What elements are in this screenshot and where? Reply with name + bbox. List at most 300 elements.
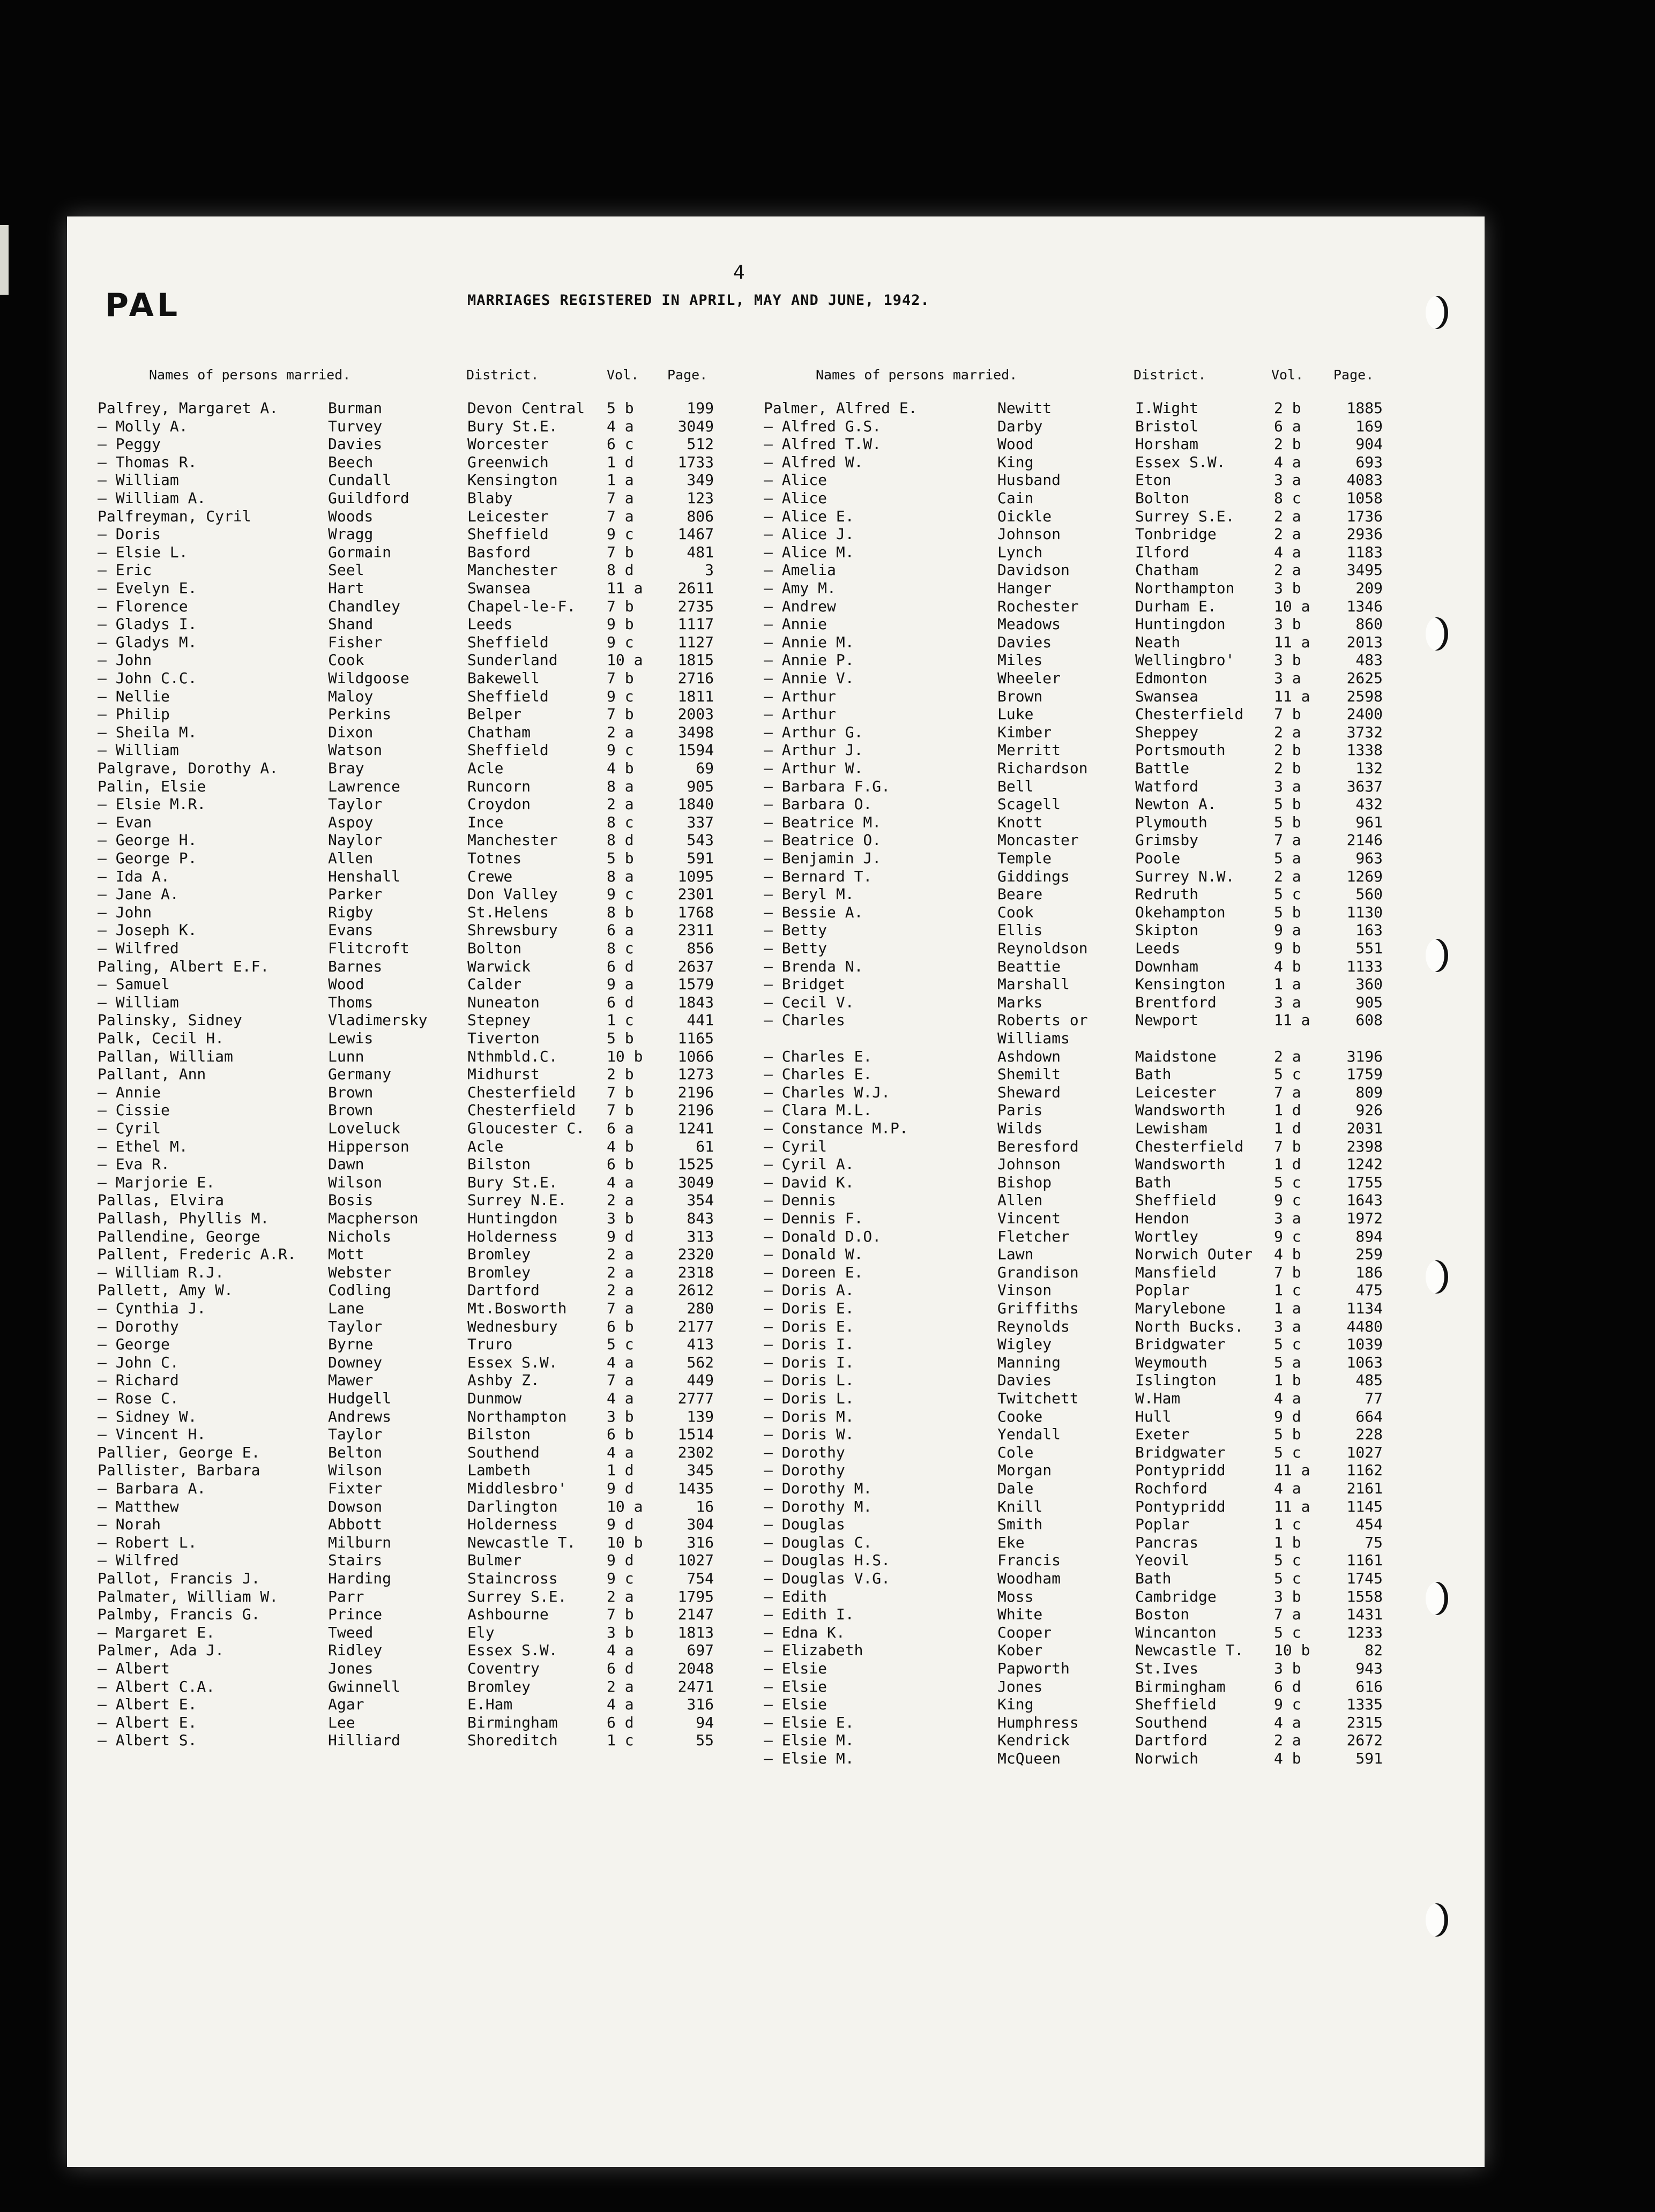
entry-name: — Edna K.: [764, 1623, 845, 1641]
entry-spouse: Bishop: [997, 1173, 1052, 1191]
entry-page: 2398: [1346, 1137, 1383, 1155]
entry-vol: 9 c: [607, 741, 634, 759]
entry-page: 806: [687, 507, 714, 525]
entry-spouse: Ashdown: [997, 1047, 1061, 1065]
entry-name: Pallas, Elvira: [98, 1191, 225, 1209]
entry-district: Ely: [467, 1623, 495, 1641]
entry-vol: 6 b: [607, 1317, 634, 1335]
entry-name: — Dorothy M.: [764, 1479, 873, 1497]
entry-district: Essex S.W.: [1135, 453, 1226, 471]
entry-name: — Matthew: [98, 1497, 179, 1515]
entry-page: 1127: [677, 633, 714, 651]
entry-vol: 7 b: [1274, 705, 1301, 723]
entry-name: — Eric: [98, 561, 152, 579]
entry-page: 560: [1355, 885, 1383, 903]
entry-spouse: Richardson: [997, 759, 1088, 777]
entry-spouse: Naylor: [328, 831, 383, 849]
entry-vol: 10 b: [607, 1533, 643, 1551]
entry-spouse: Bray: [328, 759, 364, 777]
entry-spouse: Roberts or: [997, 1011, 1088, 1029]
entry-name: — Elsie: [764, 1695, 828, 1714]
entry-name: — Constance M.P.: [764, 1119, 908, 1137]
entry-vol: 7 b: [1274, 1263, 1301, 1281]
entry-name: — Elsie: [764, 1660, 828, 1677]
entry-name: Palgrave, Dorothy A.: [98, 759, 279, 777]
entry-name: Pallister, Barbara: [98, 1461, 260, 1479]
entry-page: 3637: [1346, 777, 1383, 795]
entry-name: — Robert L.: [98, 1533, 197, 1551]
entry-page: 2777: [677, 1389, 714, 1407]
entry-vol: 4 b: [1274, 1750, 1301, 1767]
entry-name: — Joseph K.: [98, 921, 197, 939]
entry-spouse: Belton: [328, 1443, 383, 1461]
entry-name: — Dorothy: [98, 1317, 179, 1335]
entry-name: — Annie V.: [764, 669, 854, 687]
entry-spouse: Wheeler: [997, 669, 1061, 687]
entry-page: 2315: [1346, 1713, 1383, 1731]
header-page: Page.: [1333, 367, 1374, 383]
entry-name: — Elizabeth: [764, 1641, 863, 1660]
entry-district: Poplar: [1135, 1515, 1190, 1534]
entry-district: Kensington: [1135, 975, 1226, 993]
entry-district: Chesterfield: [467, 1083, 576, 1101]
entry-spouse: Downey: [328, 1353, 383, 1371]
entry-vol: 11 a: [1274, 1497, 1310, 1515]
entry-vol: 3 b: [1274, 1660, 1301, 1677]
entry-spouse: Marshall: [997, 975, 1070, 993]
entry-district: Poplar: [1135, 1281, 1190, 1299]
entry-vol: 4 a: [1274, 453, 1301, 471]
entry-district: Islington: [1135, 1371, 1217, 1389]
entry-district: Hendon: [1135, 1209, 1190, 1227]
entry-district: W.Ham: [1135, 1389, 1181, 1407]
entry-name: — Norah: [98, 1515, 161, 1534]
entry-district: Poole: [1135, 849, 1181, 867]
entry-vol: 2 a: [1274, 723, 1301, 741]
entry-page: 485: [1355, 1371, 1383, 1389]
entry-name: Pallan, William: [98, 1047, 233, 1065]
entry-vol: 2 b: [1274, 435, 1301, 453]
entry-district: Huntingdon: [467, 1209, 558, 1227]
entry-vol: 9 c: [607, 633, 634, 651]
entry-page: 1815: [677, 651, 714, 669]
entry-name: — Amy M.: [764, 579, 836, 597]
entry-name: — Edith I.: [764, 1605, 854, 1624]
entry-page: 186: [1355, 1263, 1383, 1281]
entry-name: — Doris: [98, 525, 161, 543]
entry-spouse: Hanger: [997, 579, 1052, 597]
entry-district: Tiverton: [467, 1029, 540, 1047]
entry-spouse: Knill: [997, 1497, 1043, 1515]
entry-page: 943: [1355, 1660, 1383, 1677]
entry-vol: 7 b: [607, 597, 634, 615]
entry-spouse: Abbott: [328, 1515, 383, 1534]
entry-district: Norwich: [1135, 1750, 1199, 1767]
entry-district: Runcorn: [467, 777, 531, 795]
entry-spouse: Guildford: [328, 489, 409, 507]
entry-spouse: Stairs: [328, 1551, 383, 1570]
entry-vol: 1 d: [1274, 1119, 1301, 1137]
entry-vol: 7 a: [607, 489, 634, 507]
entry-district: Greenwich: [467, 453, 549, 471]
entry-name: Pallier, George E.: [98, 1443, 260, 1461]
entry-district: Holderness: [467, 1227, 558, 1245]
entry-district: Bolton: [467, 939, 522, 957]
entry-vol: 4 b: [607, 759, 634, 777]
entry-district: Essex S.W.: [467, 1641, 558, 1660]
entry-page: 2003: [677, 705, 714, 723]
entry-vol: 1 c: [1274, 1281, 1301, 1299]
entry-district: Nthmbld.C.: [467, 1047, 558, 1065]
entry-name: — Betty: [764, 939, 828, 957]
entry-page: 1514: [677, 1425, 714, 1444]
entry-vol: 9 c: [1274, 1695, 1301, 1714]
entry-vol: 7 b: [607, 1605, 634, 1624]
punch-hole-icon: [1426, 1582, 1448, 1615]
entry-name: — Charles: [764, 1011, 845, 1029]
entry-spouse: Kober: [997, 1641, 1043, 1660]
entry-vol: 9 c: [607, 885, 634, 903]
entry-name: — Donald D.O.: [764, 1227, 882, 1245]
entry-page: 3732: [1346, 723, 1383, 741]
entry-district: Yeovil: [1135, 1551, 1190, 1570]
entry-name: — David K.: [764, 1173, 854, 1191]
entry-page: 1558: [1346, 1587, 1383, 1605]
entry-name: — Edith: [764, 1587, 828, 1605]
entry-name: Palmer, Ada J.: [98, 1641, 225, 1660]
entry-district: Skipton: [1135, 921, 1199, 939]
entry-spouse: Thoms: [328, 993, 374, 1011]
entry-spouse: Knott: [997, 813, 1043, 831]
entry-name: Palmer, Alfred E.: [764, 399, 918, 417]
entry-spouse: Codling: [328, 1281, 392, 1299]
entry-vol: 5 c: [1274, 1623, 1301, 1641]
entry-spouse: Marks: [997, 993, 1043, 1011]
header-names: Names of persons married.: [816, 367, 1018, 383]
entry-name: — Benjamin J.: [764, 849, 882, 867]
entry-district: Sheffield: [467, 633, 549, 651]
entry-spouse: Rigby: [328, 903, 374, 921]
entry-vol: 9 d: [1274, 1407, 1301, 1425]
entry-vol: 2 a: [607, 1191, 634, 1209]
entry-vol: 2 a: [607, 1263, 634, 1281]
entry-page: 2320: [677, 1245, 714, 1264]
entry-page: 2196: [677, 1083, 714, 1101]
entry-page: 2318: [677, 1263, 714, 1281]
entry-page: 1338: [1346, 741, 1383, 759]
entry-page: 169: [1355, 417, 1383, 435]
entry-district: Huntingdon: [1135, 615, 1226, 633]
entry-vol: 9 d: [607, 1551, 634, 1570]
punch-hole-icon: [1426, 617, 1448, 651]
entry-spouse: Lawn: [997, 1245, 1034, 1264]
entry-vol: 3 a: [1274, 1209, 1301, 1227]
entry-district: Brentford: [1135, 993, 1217, 1011]
entry-spouse: Humphress: [997, 1713, 1079, 1731]
entry-spouse: Morgan: [997, 1461, 1052, 1479]
entry-page: 1145: [1346, 1497, 1383, 1515]
entry-name: — Wilfred: [98, 1551, 179, 1570]
entry-vol: 2 b: [1274, 399, 1301, 417]
entry-page: 754: [687, 1570, 714, 1587]
entry-page: 1795: [677, 1587, 714, 1605]
entry-name: — Evelyn E.: [98, 579, 197, 597]
entry-vol: 6 c: [607, 435, 634, 453]
entry-page: 3049: [677, 1173, 714, 1191]
entry-vol: 3 b: [1274, 579, 1301, 597]
entry-vol: 4 a: [1274, 1713, 1301, 1731]
entry-name: — Alice: [764, 471, 828, 489]
entry-name: — Gladys I.: [98, 615, 197, 633]
entry-vol: 4 a: [607, 1641, 634, 1660]
entry-name: — Arthur G.: [764, 723, 863, 741]
entry-district: Leicester: [1135, 1083, 1217, 1101]
entry-spouse: Allen: [997, 1191, 1043, 1209]
entry-vol: 2 a: [607, 1587, 634, 1605]
entry-vol: 2 a: [607, 1677, 634, 1695]
entry-district: Manchester: [467, 561, 558, 579]
entry-page: 228: [1355, 1425, 1383, 1444]
entry-page: 894: [1355, 1227, 1383, 1245]
entry-page: 551: [1355, 939, 1383, 957]
entry-district: Bury St.E.: [467, 417, 558, 435]
entry-name: — Cecil V.: [764, 993, 854, 1011]
entry-spouse: Dowson: [328, 1497, 383, 1515]
entry-page: 209: [1355, 579, 1383, 597]
entry-vol: 8 c: [607, 813, 634, 831]
entry-vol: 1 c: [1274, 1515, 1301, 1534]
entry-district: Wortley: [1135, 1227, 1199, 1245]
entry-spouse: Jones: [997, 1677, 1043, 1695]
entry-spouse: Bosis: [328, 1191, 374, 1209]
entry-vol: 2 a: [607, 723, 634, 741]
entry-vol: 1 a: [1274, 1299, 1301, 1317]
entry-name: — Rose C.: [98, 1389, 179, 1407]
entry-spouse: Dixon: [328, 723, 374, 741]
entry-name: — Dennis: [764, 1191, 836, 1209]
entry-page: 1733: [677, 453, 714, 471]
entry-page: 2611: [677, 579, 714, 597]
entry-spouse: Lewis: [328, 1029, 374, 1047]
entry-vol: 5 c: [607, 1335, 634, 1354]
entry-page: 1242: [1346, 1155, 1383, 1174]
entry-page: 163: [1355, 921, 1383, 939]
entry-page: 1346: [1346, 597, 1383, 615]
entry-name: — Alfred W.: [764, 453, 863, 471]
entry-page: 432: [1355, 795, 1383, 813]
entry-page: 16: [696, 1497, 714, 1515]
entry-vol: 1 c: [607, 1731, 634, 1750]
entry-name: — George: [98, 1335, 170, 1354]
entry-page: 1165: [677, 1029, 714, 1047]
entry-district: Hull: [1135, 1407, 1172, 1425]
entry-name: — Thomas R.: [98, 453, 197, 471]
entry-spouse: Kendrick: [997, 1731, 1070, 1750]
entry-spouse: Seel: [328, 561, 364, 579]
entry-page: 354: [687, 1191, 714, 1209]
entry-vol: 5 c: [1274, 1173, 1301, 1191]
entry-district: Crewe: [467, 867, 513, 885]
entry-name: — Brenda N.: [764, 957, 863, 975]
entry-vol: 8 c: [1274, 489, 1301, 507]
entry-vol: 2 a: [1274, 525, 1301, 543]
entry-page: 543: [687, 831, 714, 849]
entry-spouse: Fletcher: [997, 1227, 1070, 1245]
entry-name: — William R.J.: [98, 1263, 225, 1281]
entry-district: Neath: [1135, 633, 1181, 651]
entry-page: 2302: [677, 1443, 714, 1461]
entry-vol: 1 b: [1274, 1533, 1301, 1551]
entry-spouse: Wilson: [328, 1461, 383, 1479]
entry-spouse: McQueen: [997, 1750, 1061, 1767]
entry-spouse: Cooke: [997, 1407, 1043, 1425]
entry-vol: 11 a: [1274, 633, 1310, 651]
entry-page: 1063: [1346, 1353, 1383, 1371]
entry-name: — Beatrice M.: [764, 813, 882, 831]
entry-spouse: Taylor: [328, 1317, 383, 1335]
entry-spouse: Lawrence: [328, 777, 400, 795]
entry-page: 1768: [677, 903, 714, 921]
entry-district: Newcastle T.: [467, 1533, 576, 1551]
entry-page: 1811: [677, 687, 714, 705]
entry-district: Sheffield: [467, 525, 549, 543]
entry-name: — Albert E.: [98, 1713, 197, 1731]
entry-page: 2936: [1346, 525, 1383, 543]
entry-page: 616: [1355, 1677, 1383, 1695]
entry-district: Mt.Bosworth: [467, 1299, 567, 1317]
entry-vol: 2 b: [1274, 741, 1301, 759]
entry-district: Okehampton: [1135, 903, 1226, 921]
entry-spouse: Henshall: [328, 867, 400, 885]
entry-name: — Doris M.: [764, 1407, 854, 1425]
entry-spouse: Hart: [328, 579, 364, 597]
entry-spouse: Turvey: [328, 417, 383, 435]
entry-vol: 5 b: [1274, 903, 1301, 921]
entry-name: — Doris L.: [764, 1371, 854, 1389]
entry-page: 512: [687, 435, 714, 453]
entry-page: 449: [687, 1371, 714, 1389]
entry-name: — Barbara A.: [98, 1479, 206, 1497]
entry-spouse: Davies: [997, 1371, 1052, 1389]
entry-name: — Alice E.: [764, 507, 854, 525]
entry-vol: 9 c: [607, 687, 634, 705]
entry-spouse: Newitt: [997, 399, 1052, 417]
entry-district: Stepney: [467, 1011, 531, 1029]
entry-page: 2672: [1346, 1731, 1383, 1750]
entry-page: 963: [1355, 849, 1383, 867]
entry-spouse: Giddings: [997, 867, 1070, 885]
entry-district: Leeds: [467, 615, 513, 633]
entry-name: — Arthur: [764, 687, 836, 705]
entry-district: Ashbourne: [467, 1605, 549, 1624]
entry-district: Leicester: [467, 507, 549, 525]
entry-vol: 11 a: [1274, 1461, 1310, 1479]
entry-spouse: Oickle: [997, 507, 1052, 525]
entry-spouse: Harding: [328, 1570, 392, 1587]
entry-district: Darlington: [467, 1497, 558, 1515]
entry-spouse: Sheward: [997, 1083, 1061, 1101]
entry-name: — Amelia: [764, 561, 836, 579]
entry-page: 856: [687, 939, 714, 957]
entry-name: Palinsky, Sidney: [98, 1011, 242, 1029]
entry-district: Acle: [467, 1137, 504, 1155]
entry-page: 316: [687, 1533, 714, 1551]
entry-name: — Nellie: [98, 687, 170, 705]
entry-district: Calder: [467, 975, 522, 993]
entry-name: — Philip: [98, 705, 170, 723]
entry-page: 2598: [1346, 687, 1383, 705]
entry-spouse: Hilliard: [328, 1731, 400, 1750]
entry-district: Bromley: [467, 1677, 531, 1695]
header-vol: Vol.: [607, 367, 639, 383]
entry-district: Sheffield: [467, 687, 549, 705]
entry-name: — Samuel: [98, 975, 170, 993]
entry-name: — Bernard T.: [764, 867, 873, 885]
entry-vol: 8 d: [607, 831, 634, 849]
entry-vol: 3 b: [1274, 651, 1301, 669]
entry-page: 3049: [677, 417, 714, 435]
entry-page: 475: [1355, 1281, 1383, 1299]
entry-district: Newport: [1135, 1011, 1199, 1029]
entry-district: Swansea: [467, 579, 531, 597]
entry-vol: 5 c: [1274, 1335, 1301, 1354]
entry-vol: 10 b: [607, 1047, 643, 1065]
entry-spouse: Flitcroft: [328, 939, 409, 957]
entry-page: 3196: [1346, 1047, 1383, 1065]
entry-district: Sheffield: [467, 741, 549, 759]
entry-spouse: Byrne: [328, 1335, 374, 1354]
entry-name: Paling, Albert E.F.: [98, 957, 270, 975]
entry-name: — Betty: [764, 921, 828, 939]
entry-vol: 6 d: [607, 993, 634, 1011]
entry-page: 3495: [1346, 561, 1383, 579]
entry-district: Northampton: [467, 1407, 567, 1425]
entry-vol: 5 c: [1274, 1065, 1301, 1083]
entry-vol: 7 a: [607, 1371, 634, 1389]
entry-spouse: Taylor: [328, 795, 383, 813]
entry-vol: 7 b: [607, 705, 634, 723]
entry-district: Sunderland: [467, 651, 558, 669]
entry-district: Edmonton: [1135, 669, 1207, 687]
entry-page: 1241: [677, 1119, 714, 1137]
entry-spouse: Mott: [328, 1245, 364, 1264]
entry-vol: 9 c: [1274, 1191, 1301, 1209]
entry-spouse: Andrews: [328, 1407, 392, 1425]
entry-spouse: Rochester: [997, 597, 1079, 615]
entry-name: — Albert C.A.: [98, 1677, 215, 1695]
entry-district: Weymouth: [1135, 1353, 1207, 1371]
entry-vol: 9 a: [1274, 921, 1301, 939]
entry-name: — Ida A.: [98, 867, 170, 885]
entry-spouse: Burman: [328, 399, 383, 417]
entry-name: Palin, Elsie: [98, 777, 206, 795]
entry-vol: 3 a: [1274, 471, 1301, 489]
entry-name: — Ethel M.: [98, 1137, 188, 1155]
entry-spouse: Lane: [328, 1299, 364, 1317]
entry-page: 1161: [1346, 1551, 1383, 1570]
entry-district: Bilston: [467, 1425, 531, 1444]
entry-vol: 11 a: [1274, 687, 1310, 705]
entry-vol: 10 a: [1274, 597, 1310, 615]
entry-vol: 5 b: [1274, 813, 1301, 831]
entry-spouse: Woodham: [997, 1570, 1061, 1587]
entry-page: 1130: [1346, 903, 1383, 921]
entry-district: Redruth: [1135, 885, 1199, 903]
entry-district: Surrey N.E.: [467, 1191, 567, 1209]
entry-page: 1840: [677, 795, 714, 813]
entry-page: 199: [687, 399, 714, 417]
entry-vol: 5 c: [1274, 1570, 1301, 1587]
